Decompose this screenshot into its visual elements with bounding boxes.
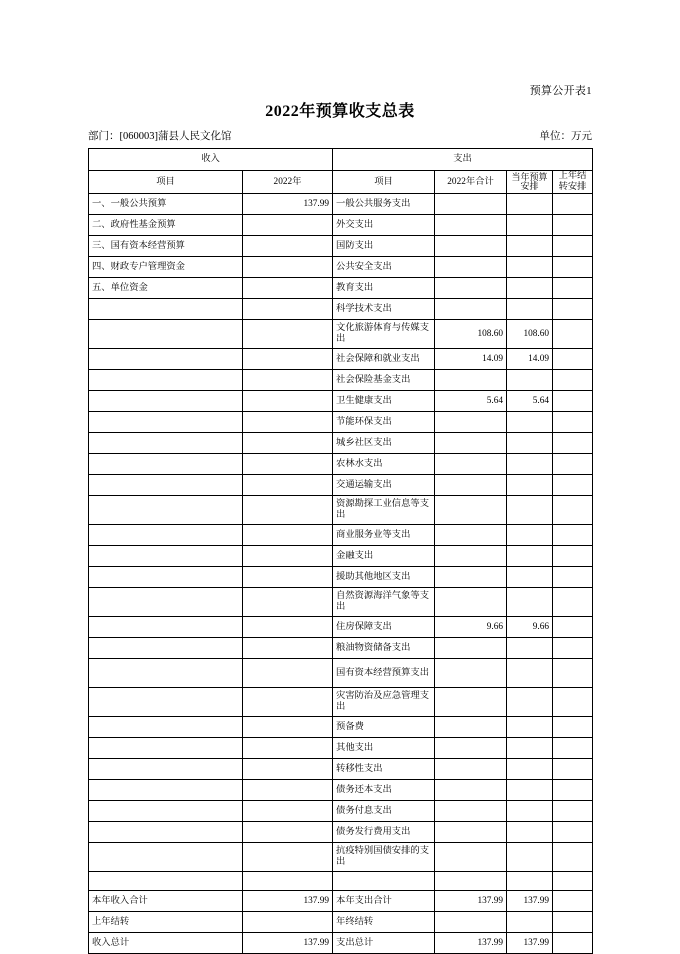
cell-income-item	[89, 822, 243, 843]
cell-expenditure-carryover	[553, 412, 593, 433]
cell-expenditure-total	[435, 638, 507, 659]
cell-expenditure-item: 交通运输支出	[333, 475, 435, 496]
cell-expenditure-item: 债务还本支出	[333, 780, 435, 801]
cell-income-value: 137.99	[243, 194, 333, 215]
cell-expenditure-item: 农林水支出	[333, 454, 435, 475]
cell-expenditure-total	[435, 717, 507, 738]
cell-income-value	[243, 299, 333, 320]
table-row	[89, 688, 593, 717]
cell-summary-expenditure-carryover	[553, 933, 593, 954]
cell-income-value	[243, 780, 333, 801]
table-row	[89, 412, 593, 433]
cell-income-value	[243, 412, 333, 433]
cell-income-value	[243, 822, 333, 843]
cell-income-value	[243, 215, 333, 236]
cell-expenditure-total	[435, 738, 507, 759]
cell-expenditure-total: 108.60	[435, 320, 507, 349]
cell-expenditure-item: 城乡社区支出	[333, 433, 435, 454]
cell-expenditure-carryover	[553, 299, 593, 320]
cell-expenditure-carryover	[553, 588, 593, 617]
cell-expenditure-current-budget	[507, 278, 553, 299]
cell-income-item	[89, 638, 243, 659]
cell-expenditure-total	[435, 801, 507, 822]
cell-expenditure-total: 9.66	[435, 617, 507, 638]
cell-income-item	[89, 349, 243, 370]
table-row	[89, 525, 593, 546]
cell-expenditure-current-budget	[507, 822, 553, 843]
cell-expenditure-current-budget	[507, 738, 553, 759]
cell-income-item	[89, 454, 243, 475]
cell-expenditure-carryover	[553, 738, 593, 759]
cell-income-value	[243, 525, 333, 546]
cell-income-value	[243, 843, 333, 872]
table-row	[89, 759, 593, 780]
cell-summary-expenditure-item: 支出总计	[333, 933, 435, 954]
cell-expenditure-item: 商业服务业等支出	[333, 525, 435, 546]
cell-expenditure-item: 节能环保支出	[333, 412, 435, 433]
cell-expenditure-current-budget	[507, 370, 553, 391]
cell-income-value	[243, 236, 333, 257]
table-row	[89, 843, 593, 872]
table-row	[89, 215, 593, 236]
cell-expenditure-item	[333, 872, 435, 891]
cell-expenditure-item: 资源勘探工业信息等支出	[333, 496, 435, 525]
cell-income-item	[89, 617, 243, 638]
cell-expenditure-total	[435, 759, 507, 780]
cell-income-item	[89, 525, 243, 546]
cell-expenditure-total	[435, 843, 507, 872]
cell-expenditure-carryover	[553, 780, 593, 801]
cell-income-value	[243, 370, 333, 391]
column-header-exp-current-budget: 当年预算安排	[507, 171, 553, 194]
cell-expenditure-current-budget	[507, 194, 553, 215]
cell-expenditure-item: 粮油物资储备支出	[333, 638, 435, 659]
cell-expenditure-carryover	[553, 433, 593, 454]
cell-expenditure-total	[435, 780, 507, 801]
sheet-label: 预算公开表1	[529, 85, 592, 97]
cell-expenditure-item: 卫生健康支出	[333, 391, 435, 412]
cell-expenditure-total	[435, 215, 507, 236]
group-header-income: 收入	[89, 149, 333, 171]
document-meta	[88, 128, 592, 143]
cell-expenditure-carryover	[553, 617, 593, 638]
cell-expenditure-item: 金融支出	[333, 546, 435, 567]
cell-expenditure-current-budget	[507, 454, 553, 475]
cell-income-value	[243, 496, 333, 525]
cell-income-item: 五、单位资金	[89, 278, 243, 299]
column-header-exp-item: 项目	[333, 171, 435, 194]
cell-expenditure-item: 转移性支出	[333, 759, 435, 780]
cell-summary-income-item: 上年结转	[89, 912, 243, 933]
cell-income-value	[243, 475, 333, 496]
cell-income-value	[243, 638, 333, 659]
cell-expenditure-carryover	[553, 215, 593, 236]
cell-expenditure-carryover	[553, 370, 593, 391]
page-title: 2022年预算收支总表	[265, 103, 415, 120]
cell-expenditure-total	[435, 659, 507, 688]
cell-income-item	[89, 588, 243, 617]
table-row	[89, 801, 593, 822]
summary-row	[89, 891, 593, 912]
cell-expenditure-total	[435, 872, 507, 891]
cell-income-item	[89, 475, 243, 496]
cell-income-value	[243, 717, 333, 738]
table-row	[89, 236, 593, 257]
cell-expenditure-total	[435, 194, 507, 215]
cell-income-item	[89, 546, 243, 567]
cell-expenditure-total	[435, 257, 507, 278]
cell-income-value	[243, 659, 333, 688]
group-header-row	[89, 149, 593, 171]
cell-income-item	[89, 496, 243, 525]
cell-expenditure-carryover	[553, 320, 593, 349]
cell-expenditure-carryover	[553, 659, 593, 688]
cell-expenditure-item: 教育支出	[333, 278, 435, 299]
cell-summary-expenditure-total: 137.99	[435, 933, 507, 954]
table-row	[89, 349, 593, 370]
cell-expenditure-carryover	[553, 822, 593, 843]
cell-income-item: 四、财政专户管理资金	[89, 257, 243, 278]
cell-expenditure-carryover	[553, 872, 593, 891]
column-header-exp-carryover: 上年结转安排	[553, 171, 593, 194]
table-row	[89, 475, 593, 496]
unit-label: 单位：万元	[539, 131, 592, 142]
cell-income-item	[89, 412, 243, 433]
cell-expenditure-item: 预备费	[333, 717, 435, 738]
cell-summary-expenditure-current-budget: 137.99	[507, 933, 553, 954]
table-row	[89, 496, 593, 525]
cell-expenditure-item: 债务发行费用支出	[333, 822, 435, 843]
cell-expenditure-carryover	[553, 638, 593, 659]
table-row	[89, 617, 593, 638]
cell-expenditure-current-budget	[507, 299, 553, 320]
table-row	[89, 588, 593, 617]
cell-expenditure-item: 灾害防治及应急管理支出	[333, 688, 435, 717]
cell-income-value	[243, 801, 333, 822]
cell-income-item	[89, 843, 243, 872]
table-row	[89, 257, 593, 278]
cell-expenditure-total	[435, 299, 507, 320]
table-row	[89, 299, 593, 320]
column-header-exp-total: 2022年合计	[435, 171, 507, 194]
cell-income-item: 一、一般公共预算	[89, 194, 243, 215]
cell-income-item: 二、政府性基金预算	[89, 215, 243, 236]
cell-income-item	[89, 370, 243, 391]
cell-expenditure-current-budget	[507, 659, 553, 688]
summary-row	[89, 912, 593, 933]
table-row	[89, 872, 593, 891]
cell-summary-expenditure-item: 本年支出合计	[333, 891, 435, 912]
cell-expenditure-total	[435, 567, 507, 588]
cell-income-value	[243, 567, 333, 588]
cell-summary-income-item: 收入总计	[89, 933, 243, 954]
summary-row	[89, 933, 593, 954]
cell-expenditure-item: 社会保障和就业支出	[333, 349, 435, 370]
cell-expenditure-current-budget	[507, 780, 553, 801]
table-row	[89, 454, 593, 475]
cell-income-value	[243, 278, 333, 299]
cell-expenditure-carryover	[553, 278, 593, 299]
table-row	[89, 370, 593, 391]
cell-expenditure-total	[435, 475, 507, 496]
cell-expenditure-current-budget	[507, 688, 553, 717]
cell-income-value	[243, 688, 333, 717]
cell-income-item	[89, 299, 243, 320]
cell-summary-income-value: 137.99	[243, 891, 333, 912]
cell-expenditure-carryover	[553, 843, 593, 872]
table-header	[89, 149, 593, 194]
cell-expenditure-carryover	[553, 236, 593, 257]
cell-income-value	[243, 320, 333, 349]
cell-expenditure-current-budget	[507, 717, 553, 738]
cell-expenditure-carryover	[553, 349, 593, 370]
cell-expenditure-item: 债务付息支出	[333, 801, 435, 822]
table-row	[89, 320, 593, 349]
cell-expenditure-item: 住房保障支出	[333, 617, 435, 638]
cell-expenditure-total	[435, 278, 507, 299]
table-row	[89, 638, 593, 659]
table-row	[89, 717, 593, 738]
cell-expenditure-total	[435, 236, 507, 257]
cell-expenditure-item: 援助其他地区支出	[333, 567, 435, 588]
table-row	[89, 433, 593, 454]
cell-summary-expenditure-total	[435, 912, 507, 933]
cell-expenditure-item: 公共安全支出	[333, 257, 435, 278]
cell-expenditure-current-budget	[507, 759, 553, 780]
cell-summary-income-item: 本年收入合计	[89, 891, 243, 912]
cell-expenditure-item: 社会保险基金支出	[333, 370, 435, 391]
cell-expenditure-item: 国有资本经营预算支出	[333, 659, 435, 688]
table-row	[89, 738, 593, 759]
department-label: 部门：[060003]蒲县人民文化馆	[88, 131, 232, 142]
cell-expenditure-carryover	[553, 688, 593, 717]
cell-expenditure-total	[435, 822, 507, 843]
cell-summary-expenditure-carryover	[553, 891, 593, 912]
cell-expenditure-current-budget: 108.60	[507, 320, 553, 349]
cell-expenditure-item: 抗疫特别国债安排的支出	[333, 843, 435, 872]
cell-income-value	[243, 454, 333, 475]
cell-income-item	[89, 801, 243, 822]
cell-expenditure-current-budget	[507, 567, 553, 588]
cell-income-value	[243, 872, 333, 891]
cell-income-value	[243, 588, 333, 617]
table-row	[89, 194, 593, 215]
table-row	[89, 780, 593, 801]
cell-expenditure-current-budget	[507, 496, 553, 525]
column-header-income-item: 项目	[89, 171, 243, 194]
cell-income-item	[89, 567, 243, 588]
cell-income-value	[243, 433, 333, 454]
table-body	[89, 194, 593, 891]
cell-summary-expenditure-item: 年终结转	[333, 912, 435, 933]
cell-expenditure-current-budget	[507, 546, 553, 567]
cell-income-value	[243, 391, 333, 412]
cell-income-item	[89, 688, 243, 717]
cell-expenditure-current-budget	[507, 588, 553, 617]
cell-income-value	[243, 738, 333, 759]
cell-summary-expenditure-current-budget: 137.99	[507, 891, 553, 912]
cell-expenditure-carryover	[553, 546, 593, 567]
cell-expenditure-carryover	[553, 525, 593, 546]
table-row	[89, 659, 593, 688]
cell-income-value	[243, 546, 333, 567]
cell-summary-expenditure-total: 137.99	[435, 891, 507, 912]
table-row	[89, 567, 593, 588]
cell-expenditure-total: 14.09	[435, 349, 507, 370]
cell-expenditure-total	[435, 688, 507, 717]
cell-expenditure-carryover	[553, 257, 593, 278]
column-header-row	[89, 171, 593, 194]
budget-table	[88, 148, 593, 954]
cell-income-item	[89, 759, 243, 780]
cell-expenditure-carryover	[553, 801, 593, 822]
cell-expenditure-item: 科学技术支出	[333, 299, 435, 320]
cell-expenditure-current-budget	[507, 801, 553, 822]
cell-expenditure-item: 文化旅游体育与传媒支出	[333, 320, 435, 349]
cell-expenditure-total	[435, 370, 507, 391]
cell-expenditure-item: 国防支出	[333, 236, 435, 257]
cell-expenditure-total	[435, 588, 507, 617]
cell-expenditure-current-budget: 14.09	[507, 349, 553, 370]
cell-summary-expenditure-carryover	[553, 912, 593, 933]
cell-expenditure-total	[435, 454, 507, 475]
cell-expenditure-item: 外交支出	[333, 215, 435, 236]
cell-income-item	[89, 780, 243, 801]
cell-expenditure-carryover	[553, 475, 593, 496]
cell-summary-income-value	[243, 912, 333, 933]
cell-expenditure-total	[435, 433, 507, 454]
cell-expenditure-current-budget	[507, 525, 553, 546]
cell-expenditure-current-budget: 5.64	[507, 391, 553, 412]
cell-expenditure-item: 自然资源海洋气象等支出	[333, 588, 435, 617]
cell-expenditure-item: 其他支出	[333, 738, 435, 759]
cell-summary-expenditure-current-budget	[507, 912, 553, 933]
group-header-expenditure: 支出	[333, 149, 593, 171]
table-row	[89, 546, 593, 567]
cell-income-value	[243, 759, 333, 780]
cell-expenditure-total	[435, 496, 507, 525]
cell-expenditure-current-budget	[507, 412, 553, 433]
cell-expenditure-current-budget	[507, 433, 553, 454]
cell-expenditure-current-budget	[507, 475, 553, 496]
table-row	[89, 278, 593, 299]
cell-income-item	[89, 391, 243, 412]
cell-expenditure-current-budget	[507, 638, 553, 659]
cell-expenditure-current-budget	[507, 843, 553, 872]
cell-expenditure-carryover	[553, 717, 593, 738]
cell-income-item	[89, 717, 243, 738]
cell-expenditure-item: 一般公共服务支出	[333, 194, 435, 215]
cell-expenditure-current-budget	[507, 257, 553, 278]
cell-summary-income-value: 137.99	[243, 933, 333, 954]
cell-income-value	[243, 257, 333, 278]
cell-income-value	[243, 617, 333, 638]
cell-expenditure-total	[435, 546, 507, 567]
table-row	[89, 391, 593, 412]
cell-income-item	[89, 659, 243, 688]
cell-expenditure-current-budget: 9.66	[507, 617, 553, 638]
cell-income-item: 三、国有资本经营预算	[89, 236, 243, 257]
cell-expenditure-current-budget	[507, 872, 553, 891]
cell-income-item	[89, 872, 243, 891]
cell-income-value	[243, 349, 333, 370]
cell-expenditure-carryover	[553, 496, 593, 525]
table-row	[89, 822, 593, 843]
cell-expenditure-carryover	[553, 567, 593, 588]
cell-income-item	[89, 738, 243, 759]
cell-expenditure-total	[435, 412, 507, 433]
cell-expenditure-carryover	[553, 194, 593, 215]
cell-expenditure-current-budget	[507, 236, 553, 257]
cell-income-item	[89, 320, 243, 349]
cell-expenditure-total: 5.64	[435, 391, 507, 412]
cell-expenditure-carryover	[553, 759, 593, 780]
cell-expenditure-total	[435, 525, 507, 546]
cell-expenditure-current-budget	[507, 215, 553, 236]
cell-income-item	[89, 433, 243, 454]
table-summary	[89, 891, 593, 954]
column-header-income-year: 2022年	[243, 171, 333, 194]
cell-expenditure-carryover	[553, 454, 593, 475]
cell-expenditure-carryover	[553, 391, 593, 412]
